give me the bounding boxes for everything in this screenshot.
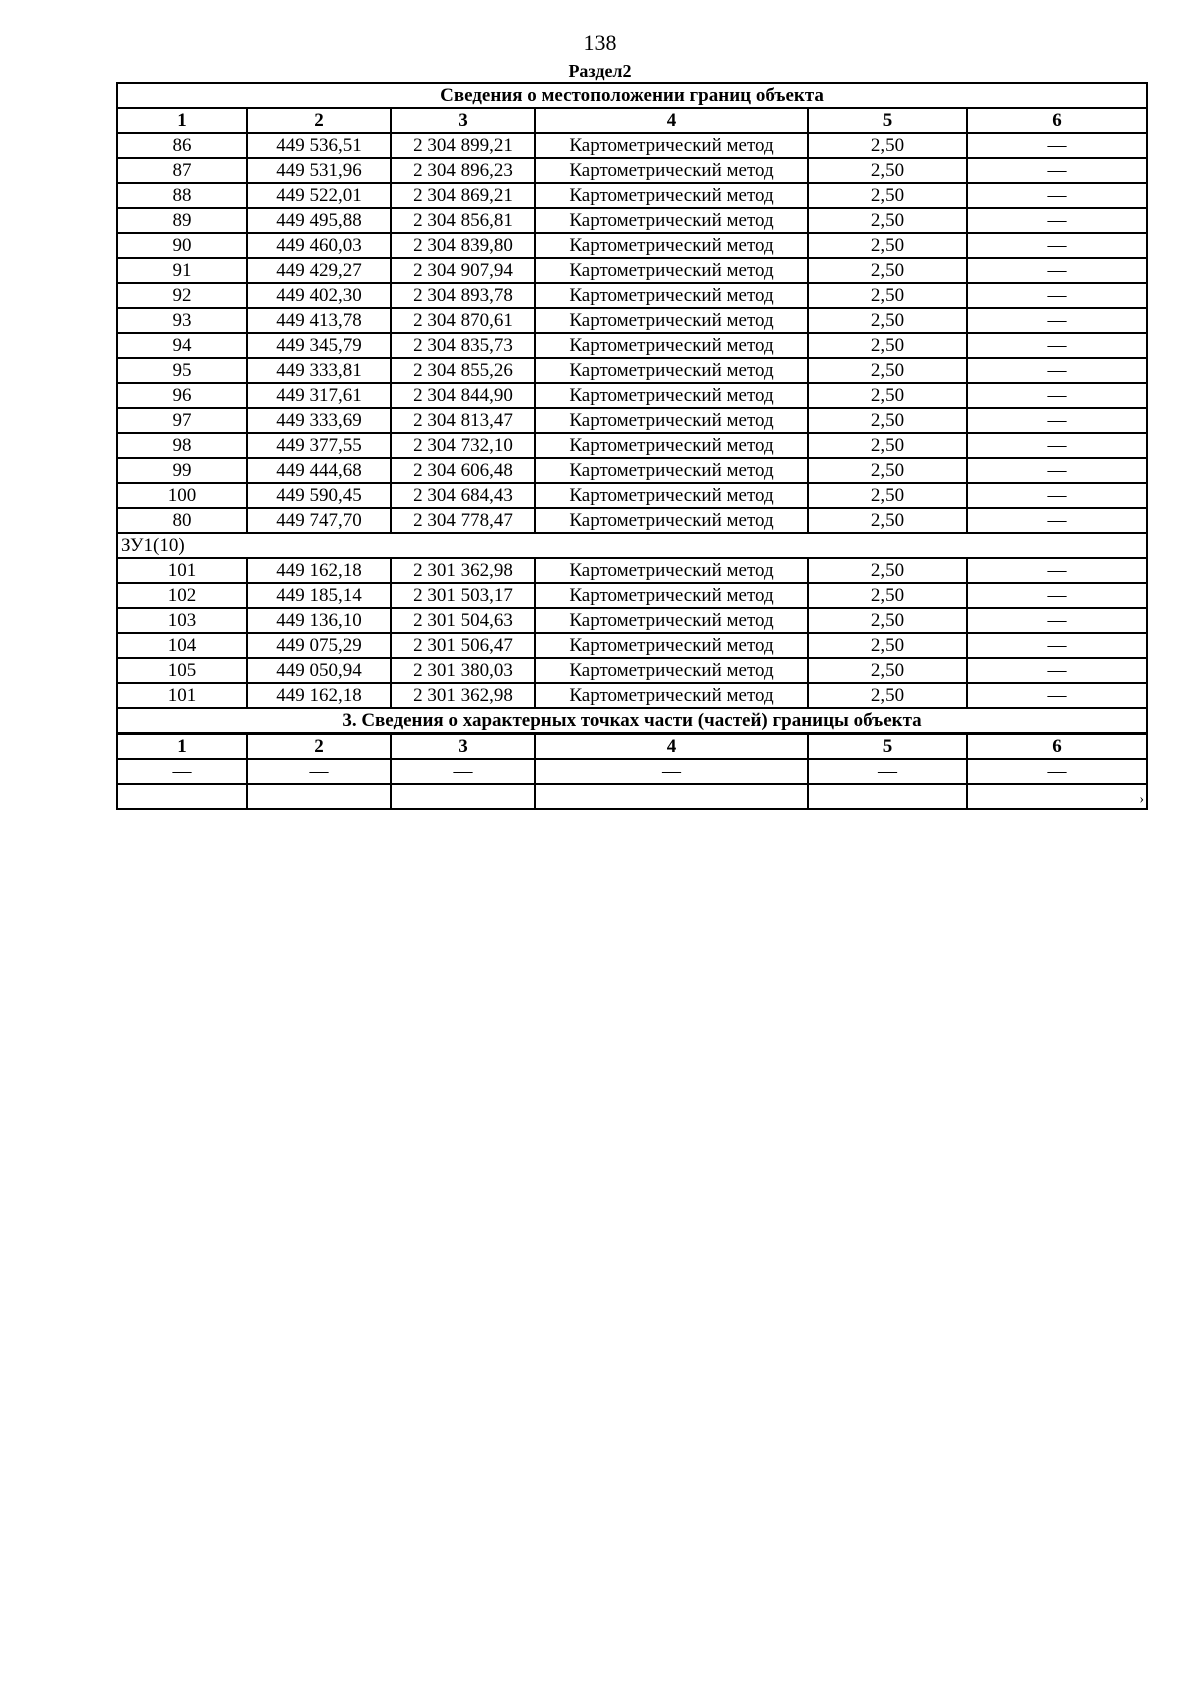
point-number: 91 <box>117 258 247 283</box>
table-row <box>117 583 1147 608</box>
accuracy-value: 2,50 <box>808 183 967 208</box>
coordinate-x: 449 377,55 <box>247 433 391 458</box>
table-row <box>117 608 1147 633</box>
column-number: 2 <box>247 734 391 760</box>
accuracy-value: 2,50 <box>808 283 967 308</box>
description-cell: — <box>967 683 1147 708</box>
coordinate-x: 449 747,70 <box>247 508 391 533</box>
accuracy-value: 2,50 <box>808 583 967 608</box>
coordinate-y: 2 304 893,78 <box>391 283 535 308</box>
description-cell: — <box>967 483 1147 508</box>
determination-method: Картометрический метод <box>535 358 808 383</box>
description-cell: — <box>967 333 1147 358</box>
point-number: 103 <box>117 608 247 633</box>
table-title-row <box>117 83 1147 108</box>
accuracy-value: 2,50 <box>808 133 967 158</box>
determination-method: Картометрический метод <box>535 558 808 583</box>
column-number: 4 <box>535 734 808 760</box>
table-row <box>117 458 1147 483</box>
point-number: 93 <box>117 308 247 333</box>
table-row <box>117 383 1147 408</box>
coordinate-y: 2 304 606,48 <box>391 458 535 483</box>
coordinate-y: 2 304 732,10 <box>391 433 535 458</box>
accuracy-value: 2,50 <box>808 383 967 408</box>
coordinate-y: 2 304 778,47 <box>391 508 535 533</box>
coordinate-x: 449 075,29 <box>247 633 391 658</box>
section3-title: 3. Сведения о характерных точках части (частей) границы объекта <box>117 708 1147 734</box>
coordinate-x: 449 460,03 <box>247 233 391 258</box>
point-number: 90 <box>117 233 247 258</box>
coordinate-y: 2 304 684,43 <box>391 483 535 508</box>
description-cell: — <box>967 408 1147 433</box>
accuracy-value: 2,50 <box>808 408 967 433</box>
coordinate-x: 449 162,18 <box>247 558 391 583</box>
coordinate-y: 2 301 380,03 <box>391 658 535 683</box>
coordinate-x: 449 185,14 <box>247 583 391 608</box>
column-number: 3 <box>391 734 535 760</box>
determination-method: Картометрический метод <box>535 183 808 208</box>
column-number: 1 <box>117 108 247 133</box>
table-row <box>117 483 1147 508</box>
column-number: 4 <box>535 108 808 133</box>
determination-method: Картометрический метод <box>535 258 808 283</box>
empty-value-dash: — <box>391 759 535 784</box>
empty-cell <box>391 784 535 809</box>
accuracy-value: 2,50 <box>808 208 967 233</box>
coordinate-y: 2 301 504,63 <box>391 608 535 633</box>
empty-value-dash: — <box>117 759 247 784</box>
table-row <box>117 358 1147 383</box>
determination-method: Картометрический метод <box>535 633 808 658</box>
point-number: 95 <box>117 358 247 383</box>
accuracy-value: 2,50 <box>808 458 967 483</box>
table-row <box>117 433 1147 458</box>
coordinate-y: 2 304 869,21 <box>391 183 535 208</box>
accuracy-value: 2,50 <box>808 433 967 458</box>
coordinate-y: 2 301 506,47 <box>391 633 535 658</box>
determination-method: Картометрический метод <box>535 283 808 308</box>
column-number: 3 <box>391 108 535 133</box>
determination-method: Картометрический метод <box>535 383 808 408</box>
coordinate-y: 2 304 856,81 <box>391 208 535 233</box>
point-number: 98 <box>117 433 247 458</box>
section3-title-row <box>117 708 1147 734</box>
table-row <box>117 208 1147 233</box>
determination-method: Картометрический метод <box>535 583 808 608</box>
determination-method: Картометрический метод <box>535 308 808 333</box>
determination-method: Картометрический метод <box>535 158 808 183</box>
coordinate-x: 449 402,30 <box>247 283 391 308</box>
determination-method: Картометрический метод <box>535 658 808 683</box>
section3-dash-row <box>117 759 1147 784</box>
coordinate-x: 449 162,18 <box>247 683 391 708</box>
accuracy-value: 2,50 <box>808 308 967 333</box>
empty-value-dash: — <box>808 759 967 784</box>
table-title: Сведения о местоположении границ объекта <box>117 83 1147 108</box>
determination-method: Картометрический метод <box>535 683 808 708</box>
point-number: 100 <box>117 483 247 508</box>
empty-cell <box>535 784 808 809</box>
column-number: 2 <box>247 108 391 133</box>
point-number: 87 <box>117 158 247 183</box>
accuracy-value: 2,50 <box>808 558 967 583</box>
corner-mark: › <box>1139 792 1144 807</box>
table-row <box>117 258 1147 283</box>
description-cell: — <box>967 183 1147 208</box>
point-number: 86 <box>117 133 247 158</box>
point-number: 101 <box>117 558 247 583</box>
table-row <box>117 683 1147 708</box>
determination-method: Картометрический метод <box>535 408 808 433</box>
determination-method: Картометрический метод <box>535 208 808 233</box>
determination-method: Картометрический метод <box>535 433 808 458</box>
column-number: 1 <box>117 734 247 760</box>
determination-method: Картометрический метод <box>535 483 808 508</box>
point-number: 101 <box>117 683 247 708</box>
table-row <box>117 133 1147 158</box>
column-number: 5 <box>808 734 967 760</box>
point-number: 102 <box>117 583 247 608</box>
coordinate-y: 2 304 813,47 <box>391 408 535 433</box>
empty-cell <box>808 784 967 809</box>
description-cell: — <box>967 358 1147 383</box>
accuracy-value: 2,50 <box>808 483 967 508</box>
accuracy-value: 2,50 <box>808 683 967 708</box>
column-number: 5 <box>808 108 967 133</box>
point-number: 96 <box>117 383 247 408</box>
coordinate-x: 449 333,69 <box>247 408 391 433</box>
determination-method: Картометрический метод <box>535 133 808 158</box>
point-number: 94 <box>117 333 247 358</box>
coordinate-x: 449 590,45 <box>247 483 391 508</box>
coordinates-table <box>116 82 1148 810</box>
coordinate-y: 2 301 362,98 <box>391 558 535 583</box>
description-cell: — <box>967 458 1147 483</box>
empty-value-dash: — <box>535 759 808 784</box>
accuracy-value: 2,50 <box>808 233 967 258</box>
table-row <box>117 658 1147 683</box>
coordinate-x: 449 050,94 <box>247 658 391 683</box>
description-cell: — <box>967 433 1147 458</box>
accuracy-value: 2,50 <box>808 608 967 633</box>
description-cell: — <box>967 658 1147 683</box>
point-number: 97 <box>117 408 247 433</box>
coordinate-x: 449 495,88 <box>247 208 391 233</box>
column-number-row <box>117 108 1147 133</box>
accuracy-value: 2,50 <box>808 333 967 358</box>
description-cell: — <box>967 133 1147 158</box>
description-cell: — <box>967 558 1147 583</box>
coordinate-y: 2 301 362,98 <box>391 683 535 708</box>
coordinate-y: 2 301 503,17 <box>391 583 535 608</box>
coordinate-x: 449 429,27 <box>247 258 391 283</box>
coordinate-y: 2 304 896,23 <box>391 158 535 183</box>
description-cell: — <box>967 583 1147 608</box>
description-cell: — <box>967 608 1147 633</box>
coordinate-x: 449 522,01 <box>247 183 391 208</box>
empty-cell <box>247 784 391 809</box>
coordinate-x: 449 317,61 <box>247 383 391 408</box>
table-row <box>117 183 1147 208</box>
point-number: 92 <box>117 283 247 308</box>
table-row <box>117 158 1147 183</box>
coordinate-x: 449 333,81 <box>247 358 391 383</box>
table-row <box>117 308 1147 333</box>
description-cell: — <box>967 258 1147 283</box>
empty-value-dash: — <box>967 759 1147 784</box>
description-cell: — <box>967 233 1147 258</box>
point-number: 80 <box>117 508 247 533</box>
coordinate-y: 2 304 899,21 <box>391 133 535 158</box>
column-number: 6 <box>967 108 1147 133</box>
coordinate-y: 2 304 835,73 <box>391 333 535 358</box>
determination-method: Картометрический метод <box>535 458 808 483</box>
determination-method: Картометрический метод <box>535 333 808 358</box>
column-number: 6 <box>967 734 1147 760</box>
point-number: 104 <box>117 633 247 658</box>
accuracy-value: 2,50 <box>808 633 967 658</box>
coordinate-y: 2 304 839,80 <box>391 233 535 258</box>
accuracy-value: 2,50 <box>808 158 967 183</box>
description-cell: — <box>967 283 1147 308</box>
coordinate-x: 449 136,10 <box>247 608 391 633</box>
description-cell: — <box>967 308 1147 333</box>
group-label-row <box>117 533 1147 558</box>
determination-method: Картометрический метод <box>535 233 808 258</box>
description-cell: — <box>967 208 1147 233</box>
table-row <box>117 408 1147 433</box>
coordinate-y: 2 304 855,26 <box>391 358 535 383</box>
determination-method: Картометрический метод <box>535 508 808 533</box>
empty-cell <box>967 784 1147 809</box>
section3-empty-row <box>117 784 1147 809</box>
table-row <box>117 333 1147 358</box>
table-row <box>117 233 1147 258</box>
coordinate-y: 2 304 844,90 <box>391 383 535 408</box>
table-row <box>117 633 1147 658</box>
table-row <box>117 508 1147 533</box>
point-number: 88 <box>117 183 247 208</box>
table-row <box>117 283 1147 308</box>
section-title: Раздел2 <box>568 61 632 81</box>
description-cell: — <box>967 158 1147 183</box>
coordinate-y: 2 304 907,94 <box>391 258 535 283</box>
coordinate-x: 449 345,79 <box>247 333 391 358</box>
determination-method: Картометрический метод <box>535 608 808 633</box>
accuracy-value: 2,50 <box>808 658 967 683</box>
coordinate-y: 2 304 870,61 <box>391 308 535 333</box>
empty-value-dash: — <box>247 759 391 784</box>
description-cell: — <box>967 508 1147 533</box>
point-number: 89 <box>117 208 247 233</box>
group-label: ЗУ1(10) <box>117 533 1147 558</box>
coordinate-x: 449 413,78 <box>247 308 391 333</box>
accuracy-value: 2,50 <box>808 508 967 533</box>
accuracy-value: 2,50 <box>808 258 967 283</box>
description-cell: — <box>967 633 1147 658</box>
coordinate-x: 449 444,68 <box>247 458 391 483</box>
description-cell: — <box>967 383 1147 408</box>
empty-cell <box>117 784 247 809</box>
coordinate-x: 449 536,51 <box>247 133 391 158</box>
point-number: 105 <box>117 658 247 683</box>
coordinate-x: 449 531,96 <box>247 158 391 183</box>
section3-column-number-row <box>117 734 1147 760</box>
table-row <box>117 558 1147 583</box>
accuracy-value: 2,50 <box>808 358 967 383</box>
point-number: 99 <box>117 458 247 483</box>
page-number: 138 <box>583 30 617 55</box>
